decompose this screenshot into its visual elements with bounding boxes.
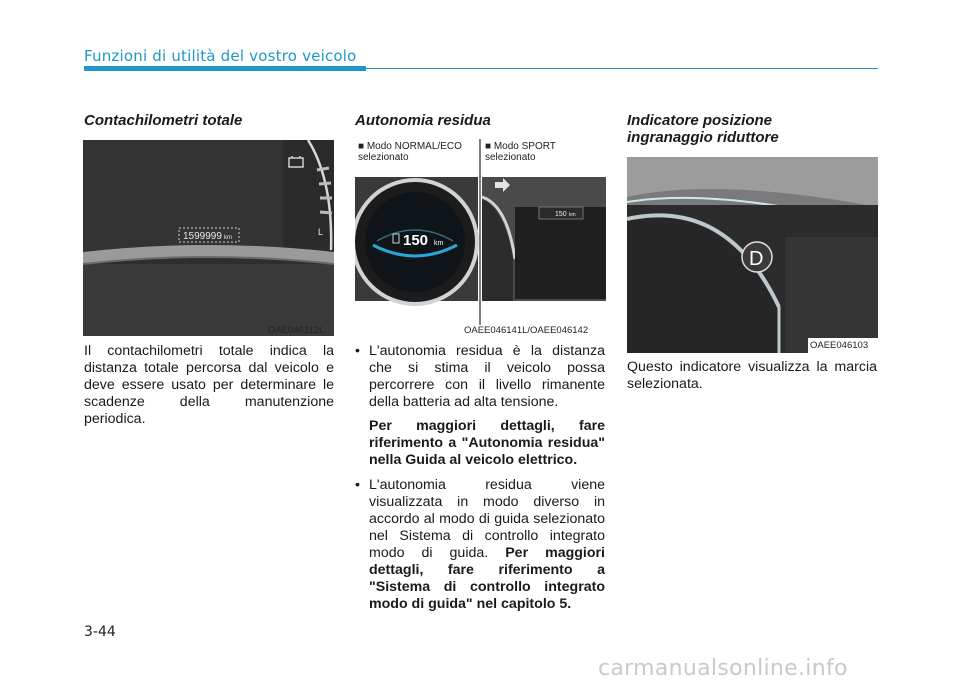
gear-description: Questo indicatore visualizza la marcia selezionata. xyxy=(627,359,877,392)
sport-range-unit: km xyxy=(569,212,576,218)
bullet-reference: Per maggiori dettagli, fare riferimento a "Autonomia residua" nella Guida al veicolo elettrico. xyxy=(369,418,605,468)
figure-caption: OAEE046103 xyxy=(810,340,869,351)
normal-eco-label: ■ Modo NORMAL/ECO selezionato xyxy=(358,141,462,163)
odometer-figure xyxy=(83,140,334,336)
figure-caption: OAEE046141L/OAEE046142 xyxy=(464,325,589,336)
list-item xyxy=(355,343,605,469)
bullet-text: L'autonomia residua viene visualizzata in modo diverso in accordo al modo di guida selezionato nel Sistema di controllo integrato modo di guida. xyxy=(369,477,605,561)
gear-letter: D xyxy=(749,248,764,270)
range-illustration xyxy=(355,139,606,335)
gear-letter: L xyxy=(318,227,324,237)
sport-label: ■ Modo SPORT selezionato xyxy=(485,141,556,163)
range-figure xyxy=(355,139,606,335)
sport-range-value: 150 xyxy=(555,211,567,218)
gear-illustration xyxy=(627,157,878,353)
odometer-unit: km xyxy=(224,235,232,241)
figure-caption: OAE046112L xyxy=(268,325,325,336)
section-header: Funzioni di utilità del vostro veicolo xyxy=(84,47,357,65)
range-bullets xyxy=(355,343,605,621)
header-accent-bar xyxy=(84,66,366,71)
odometer-illustration xyxy=(83,140,334,336)
list-item xyxy=(355,477,605,613)
page-number: 3-44 xyxy=(84,624,116,640)
odometer-description: Il contachilometri totale indica la distanza totale percorsa dal veicolo e deve essere usato per determinare le scadenze della manutenzione periodica. xyxy=(84,343,334,427)
gear-figure xyxy=(627,157,878,353)
bullet-reference: Per maggiori dettagli, fare riferimento a "Sistema di controllo integrato modo di guida" nel capitolo 5. xyxy=(369,545,606,612)
odometer-heading: Contachilometri totale xyxy=(84,112,243,129)
watermark: carmanualsonline.info xyxy=(598,656,848,681)
odometer-value: 1599999 xyxy=(183,231,222,242)
range-value: 150 xyxy=(403,232,429,249)
gear-heading: Indicatore posizione ingranaggio riduttore xyxy=(627,112,779,146)
range-heading: Autonomia residua xyxy=(355,112,491,129)
range-unit: km xyxy=(434,240,444,247)
bullet-text: L'autonomia residua è la distanza che si stima il veicolo possa percorrere con il livello rimanente della batteria ad alta tensione. xyxy=(369,343,605,410)
header-rule xyxy=(366,68,878,69)
